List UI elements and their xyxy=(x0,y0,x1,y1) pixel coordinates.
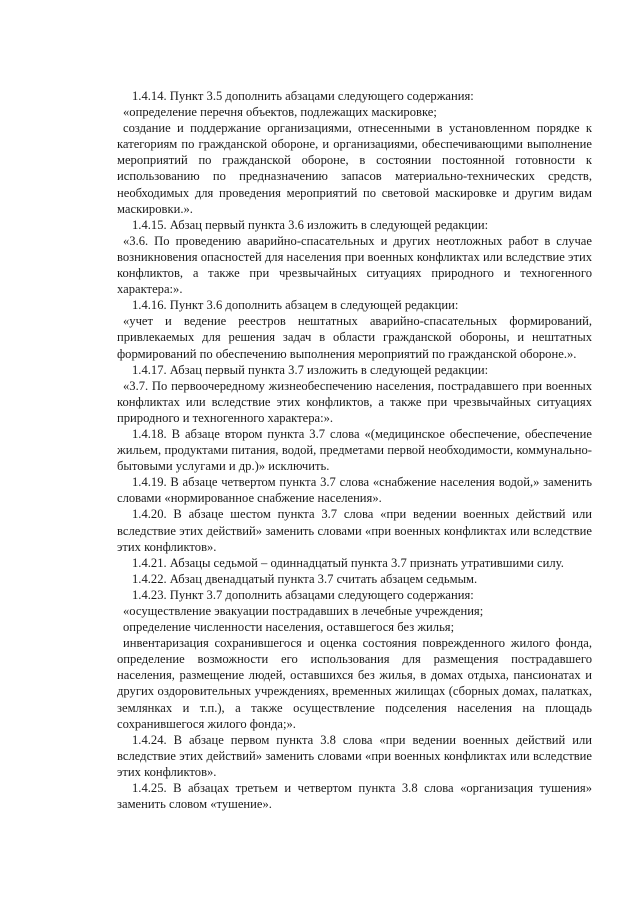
paragraph-1-4-24: 1.4.24. В абзаце первом пункта 3.8 слова «при ведении военных действий или вследствие этих действий» заменить словами «при военных конфликтах или вследствие этих конфликтов». xyxy=(117,732,592,779)
paragraph-1-4-21: 1.4.21. Абзацы седьмой – одиннадцатый пункта 3.7 признать утратившими силу. xyxy=(132,555,564,570)
paragraph-evacuation: «осуществление эвакуации пострадавших в лечебные учреждения; xyxy=(123,604,484,618)
paragraph-1-4-20: 1.4.20. В абзаце шестом пункта 3.7 слова «при ведении военных действий или вследствие этих действий» заменить словами «при военных конфликтах или вследствие этих конфликтов». xyxy=(117,507,592,554)
paragraph-1-4-16: 1.4.16. Пункт 3.6 дополнить абзацем в следующей редакции: xyxy=(132,298,459,313)
paragraph-housing-inventory: инвентаризация сохранившегося и оценка состояния поврежденного жилого фонда, определение возможности его использования для размещения пострадавшего населения, размещение людей, оставшихся без жилья, в домах отдыха, пансионатах и других оздоровительных учреждениях, временных жилищах (сборных домах, палатках, землянках и т.п.), а также осуществление подселения населения на площадь сохранившегося жилого фонда;». xyxy=(117,636,592,731)
paragraph-3-7: «3.7. По первоочередному жизнеобеспечению населения, пострадавшего при военных конфликтах или вследствие этих конфликтов, а также при чрезвычайных ситуациях природного и техногенного характера:». xyxy=(117,378,592,425)
paragraph-1-4-22: 1.4.22. Абзац двенадцатый пункта 3.7 считать абзацем седьмым. xyxy=(132,571,478,586)
paragraph-homeless-count: определение численности населения, оставшегося без жилья; xyxy=(123,620,455,635)
paragraph-registries: «учет и ведение реестров нештатных аварийно-спасательных формирований, привлекаемых для решения задач в области гражданской обороны, и нештатных формирований по обеспечению выполнения мероприятий по гражданской обороне.». xyxy=(117,314,592,361)
document-body xyxy=(117,88,592,812)
paragraph-objects-list: «определение перечня объектов, подлежащих маскировке; xyxy=(123,105,437,120)
paragraph-1-4-18: 1.4.18. В абзаце втором пункта 3.7 слова «(медицинское обеспечение, обеспечение жильем, продуктами питания, водой, предметами первой необходимости, коммунально-бытовыми услугами и др.)» исключить. xyxy=(117,426,592,474)
paragraph-1-4-15: 1.4.15. Абзац первый пункта 3.6 изложить в следующей редакции: xyxy=(132,217,489,232)
paragraph-1-4-23: 1.4.23. Пункт 3.7 дополнить абзацами следующего содержания: xyxy=(132,587,474,602)
paragraph-1-4-25: 1.4.25. В абзацах третьем и четвертом пункта 3.8 слова «организация тушения» заменить словом «тушение». xyxy=(117,781,592,812)
paragraph-reserves: создание и поддержание организациями, отнесенными в установленном порядке к категориям по гражданской обороне, и организациями, обеспечивающими выполнение мероприятий по гражданской обороне, в состоянии постоянной готовности к использованию по предназначению запасов материально-технических средств, необходимых для проведения мероприятий по световой маскировке и другим видам маскировки.». xyxy=(117,121,592,216)
paragraph-3-6: «3.6. По проведению аварийно-спасательных и других неотложных работ в случае возникновения опасностей для населения при военных конфликтах или вследствие этих конфликтов, а также при чрезвычайных ситуациях природного и техногенного характера:». xyxy=(117,233,592,297)
paragraph-1-4-17: 1.4.17. Абзац первый пункта 3.7 изложить в следующей редакции: xyxy=(132,362,489,377)
paragraph-1-4-14: 1.4.14. Пункт 3.5 дополнить абзацами следующего содержания: xyxy=(132,89,474,103)
paragraph-1-4-19: 1.4.19. В абзаце четвертом пункта 3.7 слова «снабжение населения водой,» заменить словами «нормированное снабжение населения». xyxy=(117,475,592,506)
